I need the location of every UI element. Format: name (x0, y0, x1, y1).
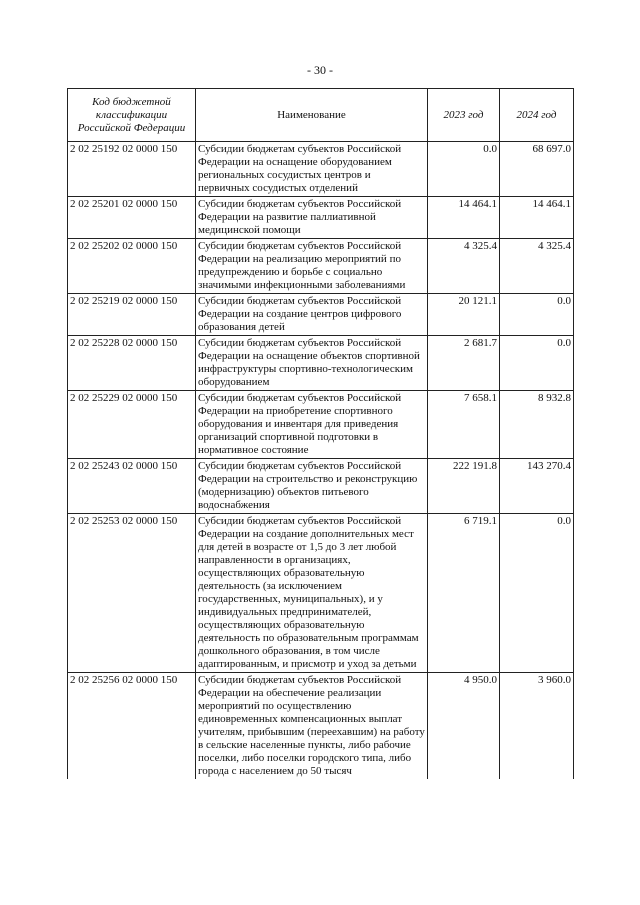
row-value-2024: 68 697.0 (500, 142, 574, 197)
row-code: 2 02 25201 02 0000 150 (68, 197, 196, 239)
table-row (68, 673, 574, 780)
row-value-2024: 0.0 (500, 514, 574, 673)
row-name: Субсидии бюджетам субъектов Российской Федерации на строительство и реконструкцию (модернизацию) объектов питьевого водоснабжения (196, 459, 428, 514)
table-row (68, 459, 574, 514)
row-code: 2 02 25243 02 0000 150 (68, 459, 196, 514)
row-value-2023: 14 464.1 (428, 197, 500, 239)
table-header-row (68, 89, 574, 142)
table-row (68, 142, 574, 197)
row-name: Субсидии бюджетам субъектов Российской Федерации на приобретение спортивного оборудования и инвентаря для приведения организаций спортивной подготовки в нормативное состояние (196, 391, 428, 459)
row-code: 2 02 25202 02 0000 150 (68, 239, 196, 294)
row-name: Субсидии бюджетам субъектов Российской Федерации на развитие паллиативной медицинской помощи (196, 197, 428, 239)
row-name: Субсидии бюджетам субъектов Российской Федерации на реализацию мероприятий по предупреждению и борьбе с социально значимыми инфекционными заболеваниями (196, 239, 428, 294)
row-code: 2 02 25219 02 0000 150 (68, 294, 196, 336)
row-value-2024: 143 270.4 (500, 459, 574, 514)
row-code: 2 02 25228 02 0000 150 (68, 336, 196, 391)
row-value-2023: 4 325.4 (428, 239, 500, 294)
row-value-2024: 14 464.1 (500, 197, 574, 239)
row-name: Субсидии бюджетам субъектов Российской Федерации на оснащение оборудованием региональных сосудистых центров и первичных сосудистых отделений (196, 142, 428, 197)
row-name: Субсидии бюджетам субъектов Российской Федерации на создание дополнительных мест для детей в возрасте от 1,5 до 3 лет любой направленности в организациях, осуществляющих образовательную деятельность (за исключением государственных, муниципальных), и у индивидуальных предпринимателей, осуществляющих образовательную деятельность по образовательным программам дошкольного образования, в том числе адаптированным, и присмотр и уход за детьми (196, 514, 428, 673)
row-value-2024: 0.0 (500, 294, 574, 336)
table-row (68, 239, 574, 294)
header-name: Наименование (196, 89, 428, 142)
table-row (68, 336, 574, 391)
row-value-2024: 0.0 (500, 336, 574, 391)
row-value-2024: 4 325.4 (500, 239, 574, 294)
row-code: 2 02 25229 02 0000 150 (68, 391, 196, 459)
table-row (68, 391, 574, 459)
row-code: 2 02 25256 02 0000 150 (68, 673, 196, 780)
row-code: 2 02 25253 02 0000 150 (68, 514, 196, 673)
row-value-2023: 2 681.7 (428, 336, 500, 391)
table-row (68, 294, 574, 336)
table-row (68, 514, 574, 673)
header-2023: 2023 год (428, 89, 500, 142)
row-name: Субсидии бюджетам субъектов Российской Федерации на обеспечение реализации мероприятий по осуществлению единовременных компенсационных выплат учителям, прибывшим (переехавшим) на работу в сельские населенные пункты, либо рабочие поселки, либо поселки городского типа, либо города с населением до 50 тысяч (196, 673, 428, 780)
row-value-2023: 4 950.0 (428, 673, 500, 780)
page-number: - 30 - (307, 63, 333, 77)
row-value-2023: 6 719.1 (428, 514, 500, 673)
header-code: Код бюджетной классификации Российской Федерации (68, 89, 196, 142)
row-value-2023: 7 658.1 (428, 391, 500, 459)
table-row (68, 197, 574, 239)
row-value-2023: 0.0 (428, 142, 500, 197)
row-value-2023: 20 121.1 (428, 294, 500, 336)
row-code: 2 02 25192 02 0000 150 (68, 142, 196, 197)
row-value-2023: 222 191.8 (428, 459, 500, 514)
budget-table (67, 88, 574, 779)
row-value-2024: 3 960.0 (500, 673, 574, 780)
row-name: Субсидии бюджетам субъектов Российской Федерации на оснащение объектов спортивной инфраструктуры спортивно-технологическим оборудованием (196, 336, 428, 391)
header-2024: 2024 год (500, 89, 574, 142)
row-name: Субсидии бюджетам субъектов Российской Федерации на создание центров цифрового образования детей (196, 294, 428, 336)
row-value-2024: 8 932.8 (500, 391, 574, 459)
